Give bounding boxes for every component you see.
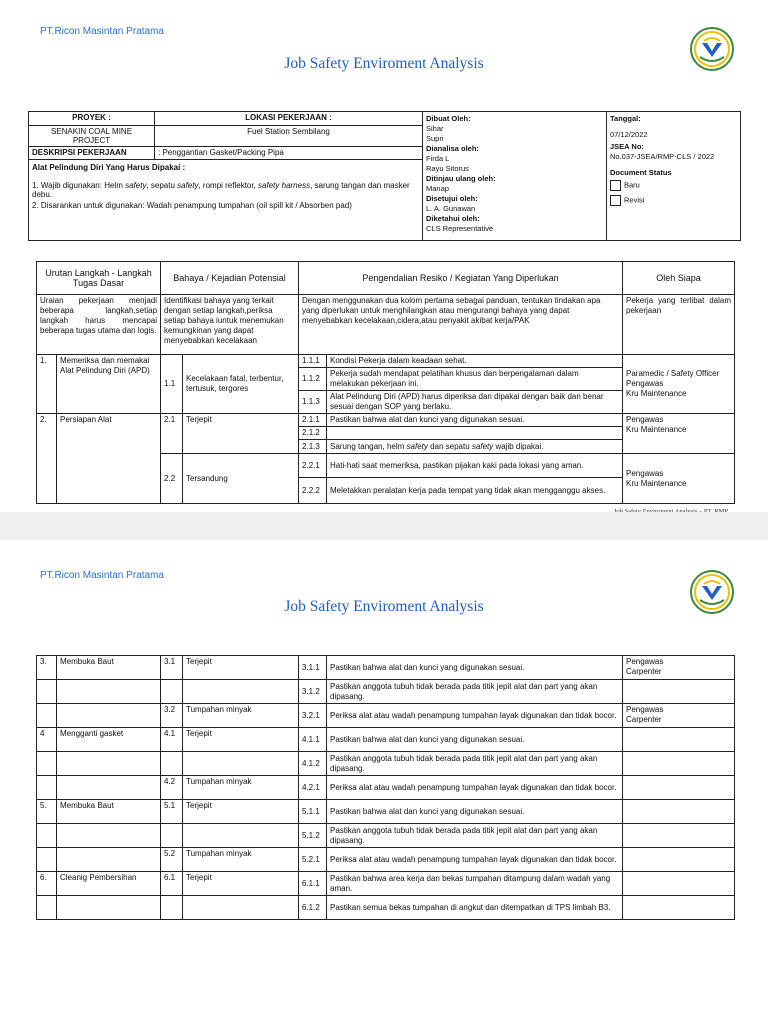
hazard-no <box>161 896 183 920</box>
hazard-no: 5.2 <box>161 848 183 872</box>
jsea-label: JSEA No: <box>610 142 644 151</box>
who <box>623 800 735 824</box>
control-2-2-2: Meletakkan peralatan kerja pada tempat yang tidak akan mengganggu akses. <box>327 478 623 504</box>
step-no <box>37 896 57 920</box>
table-row <box>37 776 735 800</box>
jsea-table-page-2 <box>36 655 735 920</box>
table-row <box>37 800 735 824</box>
jsea-table-page-1 <box>36 261 735 504</box>
who <box>623 824 735 848</box>
control-no: 5.1.1 <box>299 800 327 824</box>
step-no: 4 <box>37 728 57 752</box>
who-step-2-1: Pengawas Kru Maintenance <box>623 414 735 454</box>
step-no: 3. <box>37 656 57 680</box>
control-1-1-2-no: 1.1.2 <box>299 368 327 391</box>
disetujui-label: Disetujui oleh: <box>426 194 478 203</box>
control-desc: Periksa alat atau wadah penampung tumpahan layak digunakan dan tidak bocor. <box>327 704 623 728</box>
step-1-desc: Memeriksa dan memakai Alat Pelindung Diri (APD) <box>57 355 161 414</box>
who-step-1: Paramedic / Safety Officer Pengawas Kru Maintenance <box>623 355 735 414</box>
table-row <box>37 704 735 728</box>
table-row <box>37 848 735 872</box>
dianalisa-name-2: Rayu Sitorus <box>426 164 469 173</box>
company-emblem-icon <box>690 570 734 619</box>
control-2-1-1: Pastikan bahwa alat dan kunci yang digunakan sesuai. <box>327 414 623 427</box>
step-desc <box>57 680 161 704</box>
guide-pengendalian: Dengan menggunakan dua kolom pertama sebagai panduan, tentukan tindakan apa yang diperlukan untuk menghilangkan atau mengurangi bahaya yang dapat menyebabkan kecelakaan,cidera,atau penyakit akibat kerja/PAK <box>299 295 623 355</box>
who-step-2-2: Pengawas Kru Maintenance <box>623 454 735 504</box>
baru-label: Baru <box>624 180 640 190</box>
hazard-desc: Terjepit <box>183 800 299 824</box>
control-2-2-1-no: 2.2.1 <box>299 454 327 478</box>
status-label: Document Status <box>610 168 672 177</box>
step-no <box>37 704 57 728</box>
control-1-1-1: Kondisi Pekerja dalam keadaan sehat. <box>327 355 623 368</box>
proyek-value: SENAKIN COAL MINE PROJECT <box>29 126 155 147</box>
control-1-1-3: Alat Pelindung Diri (APD) harus diperiksa dan dipakai dengan baik dan benar sesuai dengan SOP yang berlaku. <box>327 391 623 414</box>
project-info-table <box>28 111 741 241</box>
dibuat-name-2: Supri <box>426 134 444 143</box>
document-meta-cell <box>607 112 741 241</box>
dianalisa-label: Dianalisa oleh: <box>426 144 479 153</box>
table-row <box>37 680 735 704</box>
dibuat-name-1: Sihar <box>426 124 444 133</box>
jsea-value: No.037-JSEA/RMP-CLS / 2022 <box>610 152 715 161</box>
hazard-desc: Terjepit <box>183 656 299 680</box>
document-page-2 <box>0 540 768 1024</box>
step-desc <box>57 752 161 776</box>
apd-label: Alat Pelindung Diri Yang Harus Dipakai : <box>32 163 186 172</box>
control-2-2-2-no: 2.2.2 <box>299 478 327 504</box>
who <box>623 728 735 752</box>
hazard-no <box>161 824 183 848</box>
control-no: 3.1.1 <box>299 656 327 680</box>
dibuat-label: Dibuat Oleh: <box>426 114 471 123</box>
control-2-1-3-no: 2.1.3 <box>299 440 327 454</box>
deskripsi-value: : Penggantian Gasket/Packing Pipa <box>155 147 423 160</box>
control-2-1-3: Sarung tangan, helm safety dan sepatu safety wajib dipakai. <box>327 440 623 454</box>
control-desc: Pastikan bahwa alat dan kunci yang digunakan sesuai. <box>327 728 623 752</box>
step-desc <box>57 776 161 800</box>
control-1-1-1-no: 1.1.1 <box>299 355 327 368</box>
hazard-no: 4.2 <box>161 776 183 800</box>
hazard-no <box>161 680 183 704</box>
step-no <box>37 776 57 800</box>
diketahui-label: Diketahui oleh: <box>426 214 480 223</box>
col-header-bahaya: Bahaya / Kejadian Potensial <box>161 262 299 295</box>
control-desc: Periksa alat atau wadah penampung tumpahan layak digunakan dan tidak bocor. <box>327 848 623 872</box>
company-name: PT.Ricon Masintan Pratama <box>40 26 164 37</box>
hazard-2-1-no: 2.1 <box>161 414 183 454</box>
tanggal-value: 07/12/2022 <box>610 130 648 139</box>
apd-cell <box>29 160 423 241</box>
table-row <box>37 872 735 896</box>
step-desc: Mengganti gasket <box>57 728 161 752</box>
signoff-cell <box>423 112 607 241</box>
hazard-no: 4.1 <box>161 728 183 752</box>
control-1-1-3-no: 1.1.3 <box>299 391 327 414</box>
who <box>623 776 735 800</box>
company-emblem-icon <box>690 27 734 76</box>
who <box>623 848 735 872</box>
hazard-desc <box>183 824 299 848</box>
hazard-desc: Tumpahan minyak <box>183 848 299 872</box>
diketahui-name-1: CLS Representative <box>426 224 494 233</box>
control-desc: Pastikan semua bekas tumpahan di angkut dan ditempatkan di TPS limbah B3. <box>327 896 623 920</box>
who <box>623 872 735 896</box>
step-1-no: 1. <box>37 355 57 414</box>
apd-item-2: 2. Disarankan untuk digunakan: Wadah penampung tumpahan (oil spill kit / Absorben pad) <box>32 201 352 210</box>
document-title: Job Safety Enviroment Analysis <box>284 55 484 72</box>
control-2-1-1-no: 2.1.1 <box>299 414 327 427</box>
col-header-langkah: Urutan Langkah - Langkah Tugas Dasar <box>37 262 161 295</box>
hazard-1-1-no: 1.1 <box>161 355 183 414</box>
col-header-pengendalian: Pengendalian Resiko / Kegiatan Yang Diperlukan <box>299 262 623 295</box>
control-desc: Pastikan bahwa alat dan kunci yang digunakan sesuai. <box>327 800 623 824</box>
tanggal-label: Tanggal: <box>610 114 641 123</box>
document-title-2: Job Safety Enviroment Analysis <box>284 598 484 615</box>
who <box>623 896 735 920</box>
guide-oleh: Pekerja yang terlibat dalam pekerjaan <box>623 295 735 355</box>
control-2-1-2 <box>327 427 623 440</box>
table-row <box>37 896 735 920</box>
company-name-2: PT.Ricon Masintan Pratama <box>40 570 164 581</box>
step-no <box>37 824 57 848</box>
control-no: 6.1.2 <box>299 896 327 920</box>
control-no: 3.2.1 <box>299 704 327 728</box>
deskripsi-label: DESKRIPSI PEKERJAAN <box>29 147 155 160</box>
step-no: 5. <box>37 800 57 824</box>
control-no: 5.2.1 <box>299 848 327 872</box>
who <box>623 752 735 776</box>
step-desc <box>57 848 161 872</box>
hazard-no: 3.1 <box>161 656 183 680</box>
hazard-2-2-no: 2.2 <box>161 454 183 504</box>
hazard-desc: Tumpahan minyak <box>183 776 299 800</box>
hazard-desc: Tumpahan minyak <box>183 704 299 728</box>
revisi-label: Revisi <box>624 195 645 205</box>
hazard-desc <box>183 896 299 920</box>
status-baru-option[interactable] <box>610 180 737 191</box>
who: Pengawas Carpenter <box>623 656 735 680</box>
hazard-desc: Terjepit <box>183 872 299 896</box>
table-row <box>37 656 735 680</box>
ditinjau-name-1: Manap <box>426 184 449 193</box>
step-no <box>37 848 57 872</box>
step-no <box>37 680 57 704</box>
table-row <box>37 752 735 776</box>
hazard-no: 3.2 <box>161 704 183 728</box>
lokasi-value: Fuel Station Sembilang <box>155 126 423 147</box>
hazard-no <box>161 752 183 776</box>
control-desc: Pastikan anggota tubuh tidak berada pada titik jepit alat dan part yang akan dipasang. <box>327 680 623 704</box>
ditinjau-label: Ditinjau ulang oleh: <box>426 174 496 183</box>
page-gap <box>0 512 768 540</box>
proyek-label: PROYEK : <box>29 112 155 126</box>
guide-langkah: Uraian pekerjaan menjadi beberapa langkah,setiap langkah harus mencapai beberapa tugas utama dan logis. <box>37 295 161 355</box>
step-desc: Cleanig Pembersihan <box>57 872 161 896</box>
step-2-no: 2. <box>37 414 57 504</box>
control-desc: Pastikan anggota tubuh tidak berada pada titik jepit alat dan part yang akan dipasang. <box>327 752 623 776</box>
table-row <box>37 824 735 848</box>
step-2-desc: Persiapan Alat <box>57 414 161 504</box>
control-no: 6.1.1 <box>299 872 327 896</box>
hazard-desc <box>183 752 299 776</box>
dianalisa-name-1: Firda L <box>426 154 450 163</box>
control-desc: Pastikan anggota tubuh tidak berada pada titik jepit alat dan part yang akan dipasang. <box>327 824 623 848</box>
step-desc: Membuka Baut <box>57 800 161 824</box>
step-no <box>37 752 57 776</box>
who <box>623 680 735 704</box>
control-desc: Periksa alat atau wadah penampung tumpahan layak digunakan dan tidak bocor. <box>327 776 623 800</box>
hazard-desc <box>183 680 299 704</box>
baru-checkbox[interactable] <box>610 180 621 191</box>
revisi-checkbox[interactable] <box>610 195 621 206</box>
control-2-2-1: Hati-hati saat memeriksa, pastikan pijakan kaki pada lokasi yang aman. <box>327 454 623 478</box>
hazard-desc: Terjepit <box>183 728 299 752</box>
hazard-no: 6.1 <box>161 872 183 896</box>
step-desc: Membuka Baut <box>57 656 161 680</box>
control-desc: Pastikan bahwa alat dan kunci yang digunakan sesuai. <box>327 656 623 680</box>
control-no: 3.1.2 <box>299 680 327 704</box>
step-desc <box>57 896 161 920</box>
step-desc <box>57 704 161 728</box>
control-1-1-2: Pekerja sudah mendapat pelatihan khusus dan berpengalaman dalam melakukan pekerjaan ini. <box>327 368 623 391</box>
disetujui-name-1: L. A. Gunawan <box>426 204 476 213</box>
control-desc: Pastikan bahwa area kerja dan bekas tumpahan ditampung dalam wadah yang aman. <box>327 872 623 896</box>
control-2-1-2-no: 2.1.2 <box>299 427 327 440</box>
status-revisi-option[interactable] <box>610 195 737 206</box>
control-no: 4.2.1 <box>299 776 327 800</box>
lokasi-label: LOKASI PEKERJAAN : <box>155 112 423 126</box>
hazard-2-2: Tersandung <box>183 454 299 504</box>
step-desc <box>57 824 161 848</box>
control-no: 4.1.1 <box>299 728 327 752</box>
control-no: 4.1.2 <box>299 752 327 776</box>
hazard-no: 5.1 <box>161 800 183 824</box>
col-header-oleh: Oleh Siapa <box>623 262 735 295</box>
control-no: 5.1.2 <box>299 824 327 848</box>
who: Pengawas Carpenter <box>623 704 735 728</box>
step-no: 6. <box>37 872 57 896</box>
hazard-1-1: Kecelakaan fatal, terbentur, tertusuk, tergores <box>183 355 299 414</box>
table-row <box>37 728 735 752</box>
hazard-2-1: Terjepit <box>183 414 299 454</box>
apd-item-1: 1. Wajib digunakan: Helm safety, sepatu safety, rompi reflektor, safety harness, sarung tangan dan masker debu. <box>32 181 410 199</box>
guide-bahaya: Identifikasi bahaya yang terkait dengan setiap langkah,periksa setiap bahaya iuntuk menemukan kemungkinan yang dapat menyebabkan kecelakaan <box>161 295 299 355</box>
